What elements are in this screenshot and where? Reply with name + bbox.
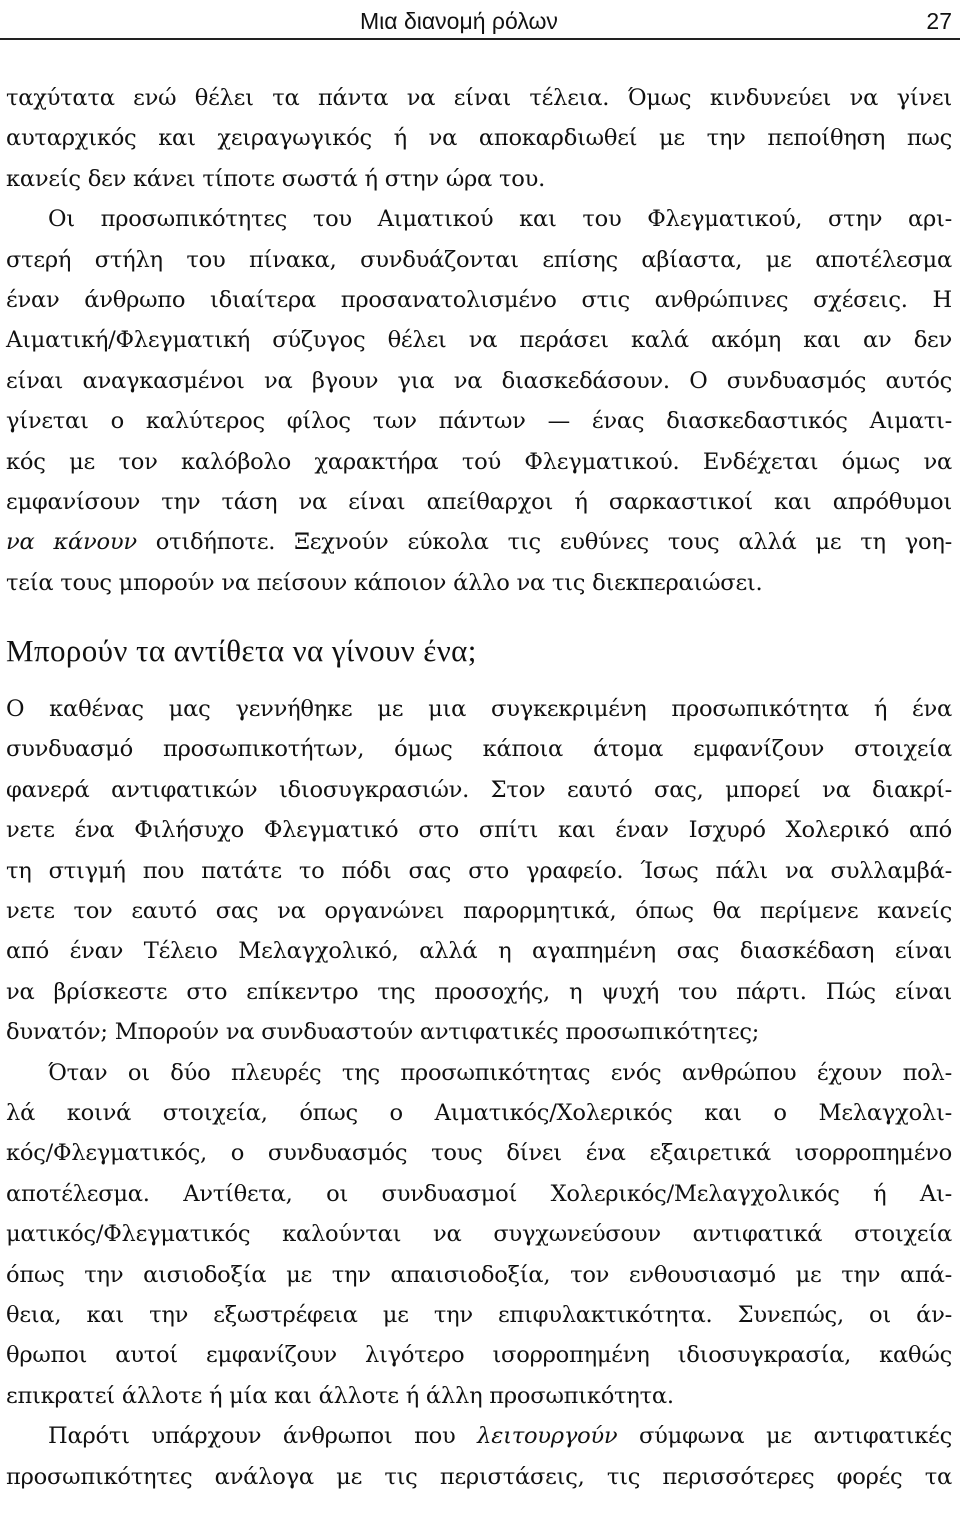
text-line: στερή στήλη του πίνακα, συνδυάζονται επίσης αβίαστα, με αποτέλεσμα	[6, 246, 952, 273]
page-body	[6, 78, 952, 1497]
chapter-title: Μια διανομή ρόλων	[360, 8, 558, 34]
text-line: εμφανίσουν την τάση να είναι απείθαρχοι ή σαρκαστικοί και απρόθυμοι	[6, 488, 952, 515]
text-line: όπως την αισιοδοξία με την απαισιοδοξία, τον ενθουσιασμό με την απά-	[6, 1261, 952, 1288]
text-line: έναν άνθρωπο ιδιαίτερα προσανατολισμένο στις ανθρώπινες σχέσεις. Η	[6, 286, 952, 313]
text-line: ματικός/Φλεγματικός καλούνται να συγχωνεύσουν αντιφατικά στοιχεία	[6, 1221, 952, 1248]
text-line: Όταν οι δύο πλευρές της προσωπικότητας ενός ανθρώπου έχουν πολ-	[48, 1059, 952, 1086]
section-heading: Μπορούν τα αντίθετα να γίνουν ένα;	[6, 633, 477, 669]
text-line: επικρατεί άλλοτε ή μία και άλλοτε ή άλλη προσωπικότητα.	[6, 1382, 674, 1409]
italic-phrase: λειτουργούν	[477, 1423, 618, 1450]
text-line: κός με τον καλόβολο χαρακτήρα τού Φλεγματικού. Ενδέχεται όμως να	[6, 448, 952, 475]
text-line: γίνεται ο καλύτερος φίλος των πάντων — ένας διασκεδαστικός Αιματι-	[6, 408, 952, 435]
text-line: προσωπικότητες ανάλογα με τις περιστάσεις, τις περισσότερες φορές τα	[6, 1463, 952, 1490]
text-run: Παρότι υπάρχουν άνθρωποι που	[48, 1423, 478, 1450]
text-line: λά κοινά στοιχεία, όπως ο Αιματικός/Χολερικός και ο Μελαγχολι-	[6, 1099, 952, 1126]
text-run: σύμφωνα με αντιφατικές	[617, 1423, 952, 1450]
text-line: Αιματική/Φλεγματική σύζυγος θέλει να περάσει καλά ακόμη και αν δεν	[6, 327, 952, 354]
text-line: κανείς δεν κάνει τίποτε σωστά ή στην ώρα του.	[6, 165, 546, 192]
page-number: 27	[926, 8, 952, 34]
text-line: Οι προσωπικότητες του Αιματικού και του Φλεγματικού, στην αρι-	[48, 206, 952, 233]
text-line: ταχύτατα ενώ θέλει τα πάντα να είναι τέλεια. Όμως κινδυνεύει να γίνει	[6, 85, 952, 111]
text-line	[6, 1416, 952, 1456]
text-line: από έναν Τέλειο Μελαγχολικό, αλλά η αγαπημένη σας διασκέδαση είναι	[6, 938, 952, 965]
text-line	[6, 522, 952, 562]
paragraph-4	[6, 1053, 952, 1417]
text-run: οτιδήποτε. Ξεχνούν εύκολα τις ευθύνες τους αλλά με τη γοη-	[136, 529, 953, 556]
text-line: είναι αναγκασμένοι να βγουν για να διασκεδάσουν. Ο συνδυασμός αυτός	[6, 367, 952, 394]
paragraph-5	[6, 1416, 952, 1497]
text-line: τεία τους μπορούν να πείσουν κάποιον άλλο να τις διεκπεραιώσει.	[6, 569, 763, 596]
text-line: τη στιγμή που πατάτε το πόδι σας στο γραφείο. Ίσως πάλι να συλλαμβά-	[6, 857, 952, 884]
text-line: θρωποι αυτοί εμφανίζουν λιγότερο ισορροπημένη ιδιοσυγκρασία, καθώς	[6, 1342, 952, 1369]
paragraph-3	[6, 689, 952, 1053]
running-header	[0, 4, 960, 40]
text-line: συνδυασμό προσωπικοτήτων, όμως κάποια άτομα εμφανίζουν στοιχεία	[6, 736, 952, 763]
italic-phrase: να κάνουν	[6, 529, 137, 556]
text-line: νετε τον εαυτό σας να οργανώνει παρορμητικά, όπως θα περίμενε κανείς	[6, 898, 952, 925]
paragraph-2	[6, 199, 952, 603]
text-line: αυταρχικός και χειραγωγικός ή να αποκαρδιωθεί με την πεποίθηση πως	[6, 125, 952, 152]
text-line: να βρίσκεστε στο επίκεντρο της προσοχής, η ψυχή του πάρτι. Πώς είναι	[6, 978, 952, 1005]
text-line: Ο καθένας μας γεννήθηκε με μια συγκεκριμένη προσωπικότητα ή ένα	[6, 696, 952, 723]
text-line: κός/Φλεγματικός, ο συνδυασμός τους δίνει ένα εξαιρετικά ισορροπημένο	[6, 1140, 952, 1167]
text-line: φανερά αντιφατικών ιδιοσυγκρασιών. Στον εαυτό σας, μπορεί να διακρί-	[6, 776, 952, 803]
text-line: δυνατόν; Μπορούν να συνδυαστούν αντιφατικές προσωπικότητες;	[6, 1019, 760, 1046]
paragraph-1	[6, 78, 952, 199]
text-line: θεια, και την εξωστρέφεια με την επιφυλακτικότητα. Συνεπώς, οι άν-	[6, 1301, 952, 1328]
text-line: νετε ένα Φιλήσυχο Φλεγματικό στο σπίτι και έναν Ισχυρό Χολερικό από	[6, 817, 952, 844]
text-line: αποτέλεσμα. Αντίθετα, οι συνδυασμοί Χολερικός/Μελαγχολικός ή Αι-	[6, 1180, 952, 1207]
